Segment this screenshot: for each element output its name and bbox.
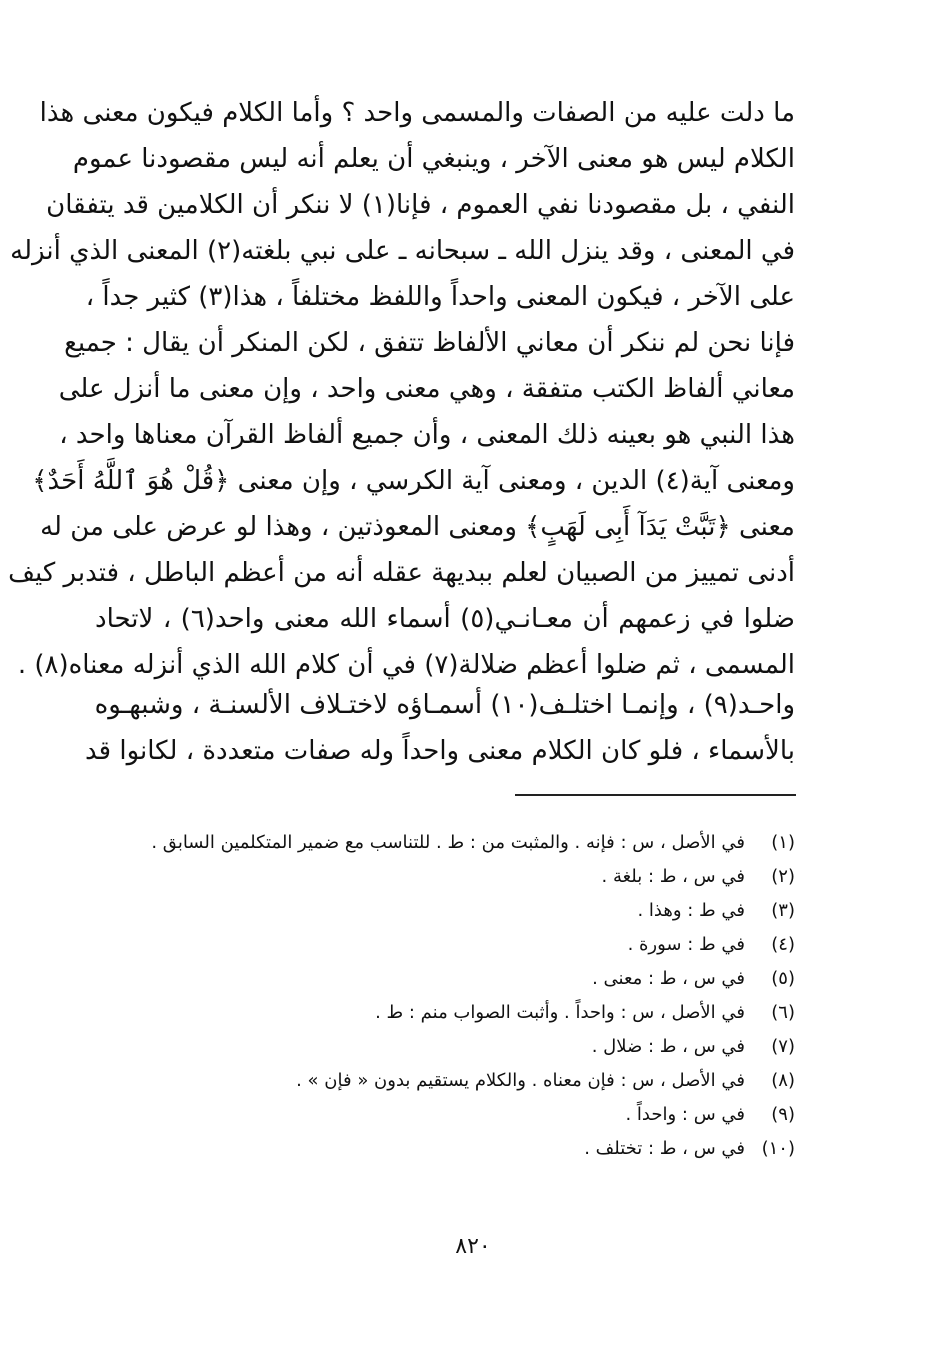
footnote-number: (٧) [771, 1036, 795, 1057]
page-number: ٨٢٠ [455, 1234, 491, 1259]
footnote-text: في الأصل ، س : فإنه . والمثبت من : ط . للتناسب مع ضمير المتكلمين السابق . [151, 832, 745, 853]
text-line: معنى ﴿تَبَّتْ يَدَآ أَبِى لَهَبٍ﴾ ومعنى المعوذتين ، وهذا لو عرض على من له [40, 512, 795, 542]
second-text-block [85, 682, 795, 774]
footnote-number: (٢) [771, 866, 795, 887]
footnote-number: (٥) [771, 968, 795, 989]
footnote-text: في س ، ط : ضلال . [591, 1036, 745, 1057]
text-line: على الآخر ، فيكون المعنى واحداً واللفظ مختلفاً ، هذا(٣) كثير جداً ، [85, 282, 795, 312]
footnote [75, 996, 795, 1030]
footnote-text: في س ، ط : بلغة . [601, 866, 745, 887]
text-line: هذا النبي هو بعينه ذلك المعنى ، وأن جميع ألفاظ القرآن معناها واحد ، [59, 420, 795, 450]
footnote-text: في ط : وهذا . [637, 900, 745, 921]
text-line: في المعنى ، وقد ينزل الله ـ سبحانه ـ على نبي بلغته(٢) المعنى الذي أنزله [10, 236, 795, 266]
main-text-block [8, 90, 795, 688]
footnote [75, 894, 795, 928]
footnote [75, 1098, 795, 1132]
footnote-text: في ط : سورة . [627, 934, 745, 955]
text-line: أدنى تمييز من الصبيان لعلم ببديهة عقله أنه من أعظم الباطل ، فتدبر كيف [8, 558, 795, 588]
text-line: فإنا نحن لم ننكر أن معاني الألفاظ تتفق ، لكن المنكر أن يقال : جميع [64, 328, 795, 358]
text-line: النفي ، بل مقصودنا نفي العموم ، فإنا(١) لا ننكر أن الكلامين قد يتفقان [46, 190, 795, 220]
footnote-separator [515, 794, 796, 796]
footnote-text: في س ، ط : تختلف . [584, 1138, 745, 1159]
text-line: واحـد(٩) ، وإنمـا اختلـف(١٠) أسمـاؤه لاختـلاف الألسنـة ، وشبهـوه [94, 690, 795, 720]
footnote-number: (٩) [771, 1104, 795, 1125]
text-line: ما دلت عليه من الصفات والمسمى واحد ؟ وأما الكلام فيكون معنى هذا [39, 98, 795, 128]
text-line: ومعنى آية(٤) الدين ، ومعنى آية الكرسي ، وإن معنى ﴿قُلْ هُوَ ٱللَّهُ أَحَدٌ﴾ [32, 466, 795, 496]
footnote-text: في س ، ط : معنى . [592, 968, 745, 989]
footnotes [75, 826, 795, 1166]
footnote-text: في الأصل ، س : واحداً . وأثبت الصواب منم : ط . [375, 1002, 745, 1023]
footnote [75, 860, 795, 894]
footnote-number: (٨) [771, 1070, 795, 1091]
footnote [75, 1064, 795, 1098]
footnote-number: (٤) [771, 934, 795, 955]
footnote [75, 962, 795, 996]
footnote [75, 1132, 795, 1166]
text-line: الكلام ليس هو معنى الآخر ، وينبغي أن يعلم أنه ليس مقصودنا عموم [72, 144, 795, 174]
footnote-text: في س : واحداً . [625, 1104, 745, 1125]
footnote-number: (١٠) [761, 1138, 795, 1159]
text-line: بالأسماء ، فلو كان الكلام معنى واحداً وله صفات متعددة ، لكانوا قد [85, 736, 795, 766]
footnote [75, 928, 795, 962]
footnote-text: في الأصل ، س : فإن معناه . والكلام يستقيم بدون « فإن » . [296, 1070, 745, 1091]
footnote-number: (١) [771, 832, 795, 853]
footnote-number: (٣) [771, 900, 795, 921]
footnote [75, 1030, 795, 1064]
footnote-number: (٦) [771, 1002, 795, 1023]
text-line: ضلوا في زعمهم أن معـانـي(٥) أسماء الله معنى واحد(٦) ، لاتحاد [95, 604, 795, 634]
footnote [75, 826, 795, 860]
text-line: معاني ألفاظ الكتب متفقة ، وهي معنى واحد ، وإن معنى ما أنزل على [58, 374, 795, 404]
text-line: المسمى ، ثم ضلوا أعظم ضلالة(٧) في أن كلام الله الذي أنزله معناه(٨) . [17, 650, 795, 680]
